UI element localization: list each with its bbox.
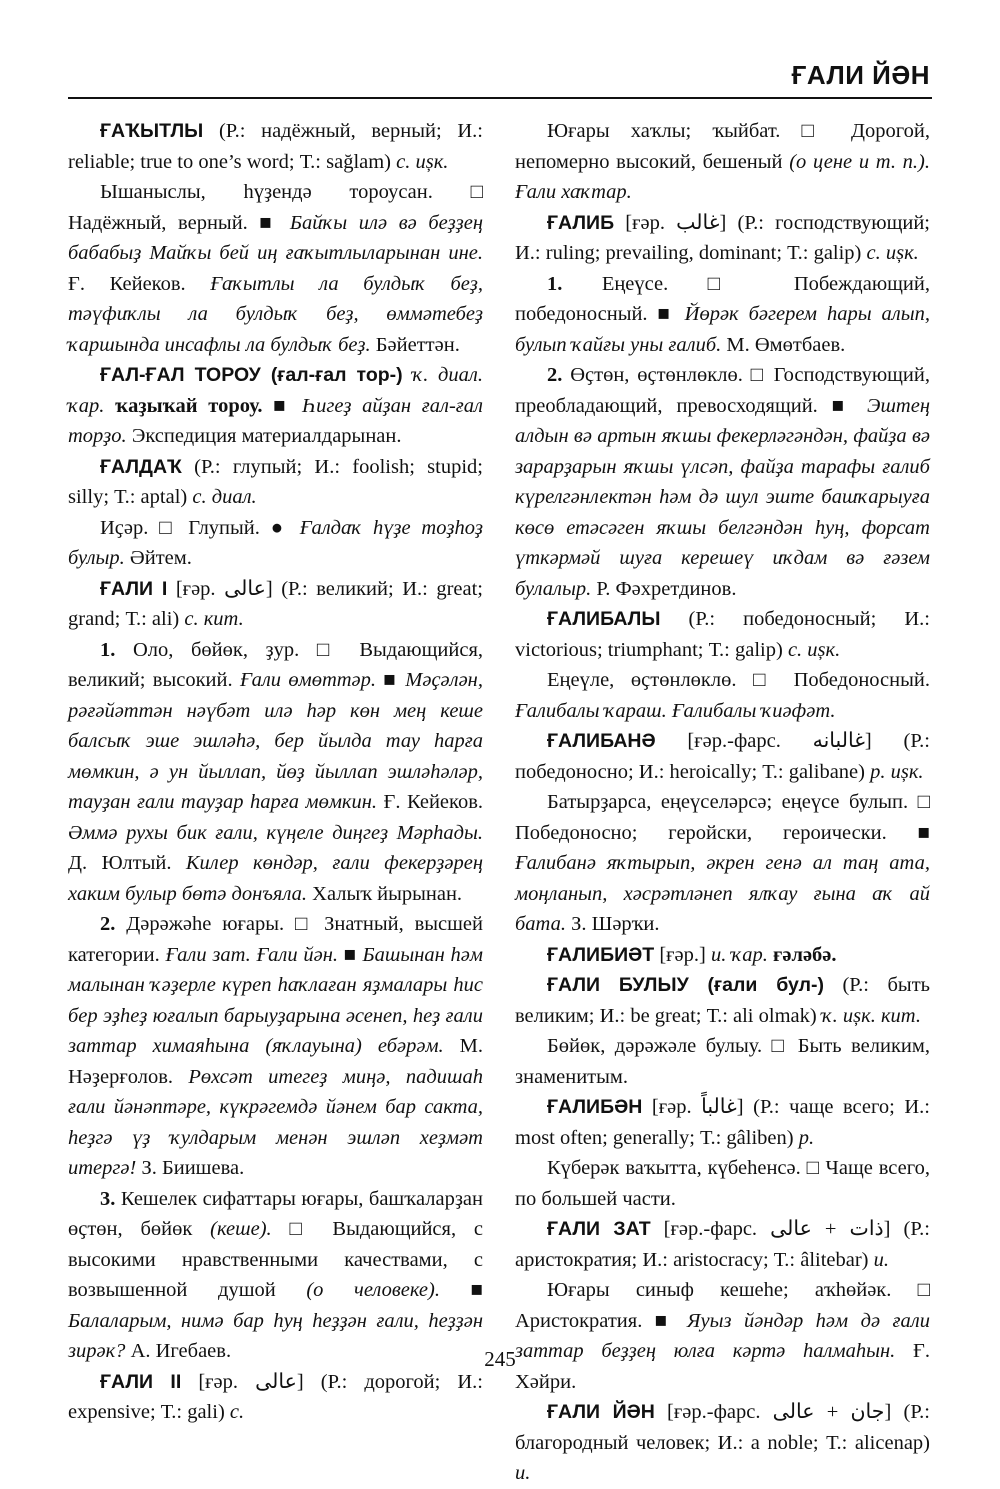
dictionary-paragraph xyxy=(68,116,483,177)
text-run: Кешелек сифаттары юғары, башҡаларҙан өҫтөн, бөйөк xyxy=(68,1187,483,1240)
example-text: (о человеке). xyxy=(306,1279,440,1301)
running-head: ҒАЛИ ЙӘН xyxy=(791,60,930,90)
dictionary-paragraph xyxy=(515,1031,930,1092)
dictionary-paragraph xyxy=(515,1397,930,1489)
grammar-label: с. ușк. xyxy=(787,638,841,661)
dictionary-paragraph xyxy=(68,513,483,574)
text-run: [ғәр.-фарс. ذات + عالی] (Р.: аристократия; И.: aristocracy; Т.: âlitebar) xyxy=(515,1218,930,1271)
dictionary-paragraph xyxy=(68,452,483,513)
example-text: Байҡы илә вә беҙҙең бабабыҙ Майҡы бей иң ғаҡытлыларынан ине. xyxy=(68,211,483,264)
example-text: Һигеҙ айҙан ғал-ғал торҙо. xyxy=(68,394,483,447)
text-run: ■ xyxy=(338,943,363,966)
text-run: М. Нәҙерғолов. xyxy=(68,1035,484,1088)
dictionary-paragraph xyxy=(68,360,483,452)
dictionary-paragraph xyxy=(68,574,483,635)
grammar-label: с. ușк. xyxy=(396,150,449,173)
headword: ҒАЛИБ xyxy=(547,211,615,234)
text-run: Күберәк ваҡытта, күбеһенсә. □ Чаще всего, по большей части. xyxy=(515,1157,930,1210)
headword: ҒАЛИБАЛЫ xyxy=(547,608,661,630)
grammar-label: р. ușк. xyxy=(870,760,924,783)
headword: ҒАЛДАҠ xyxy=(100,455,182,478)
dictionary-paragraph xyxy=(68,635,483,910)
text-run: Юғары синыф кешеһе; аҡһөйәк. □ Аристократия. ■ xyxy=(515,1279,930,1332)
example-text: Ғалдаҡ һүҙе тоҙһоҙ булыр. xyxy=(68,516,483,569)
text-run: Ғ. Кейеков. xyxy=(377,791,483,813)
text-run: [ғәр.-фарс. غالبانه] (Р.: победоносно; И.: heroically; Т.: galibane) xyxy=(515,730,930,783)
text-run: [ғәр. غالباً] (Р.: чаще всего; И.: most often; generally; Т.: gâliben) xyxy=(515,1096,930,1149)
text-run: Әйтем. xyxy=(124,547,192,569)
page-number: 245 xyxy=(484,1347,516,1371)
example-text: Ғали зат. Ғали йән. xyxy=(165,943,339,966)
text-run: Иҫәр. □ Глупый. ● xyxy=(100,516,300,539)
text-run: Дәрәжәһе юғары. □ Знатный, высшей категории. xyxy=(68,913,483,966)
example-text: Мәҫәлән, рәғәйәттән нәүбәт илә һәр көн мең кеше балсыҡ эше эшләһә, бер йылда тау һарға мөмкин, ә ун йыллап, йөҙ йыллап эшләһәләр, тауҙан ғали тауҙар һарға мөмкин. xyxy=(68,669,483,813)
sense-marker: 2. xyxy=(547,364,563,386)
text-run: Ышаныслы, һүҙендә тороусан. □ Надёжный, верный. ■ xyxy=(68,181,483,234)
text-run: [ғәр. غالب] (Р.: господствующий; И.: ruling; prevailing, dominant; Т.: galip) xyxy=(515,211,930,264)
example-text: Башынан һәм малынан ҡәҙерле күреп һаҡлаған яҙмалары һис бер эҙһеҙ юғалып барыуҙарына әсенеп, һеҙ ғали заттар химаяһына (яҡлауына) ебәрәм. xyxy=(68,943,483,1057)
grammar-label: р. xyxy=(798,1126,815,1149)
grammar-label: и. xyxy=(873,1248,890,1271)
example-text: Әммә рухы бик ғали, күңеле диңгеҙ Мәрһады. xyxy=(68,821,483,844)
headword: ҒАЛИ БУЛЫУ (ғали бул-) xyxy=(547,974,824,996)
text-run: ■ xyxy=(376,669,406,691)
sense-marker: 2. xyxy=(100,913,116,935)
text-run: Ғ. Хәйри. xyxy=(515,1340,930,1393)
text-run: [ғәр. عالی] (Р.: великий; И.: great; grand; Т.: ali) xyxy=(68,577,483,630)
dictionary-paragraph xyxy=(68,1367,483,1428)
headword: ҒАЛ-ҒАЛ ТОРОУ (ғал-ғал тор-) xyxy=(100,364,403,386)
dictionary-paragraph xyxy=(68,909,483,1184)
text-run: Ғ. Кейеков. xyxy=(68,272,211,295)
headword: ҒАЛИ II xyxy=(100,1370,182,1393)
example-text: Ғаҡытлы ла булдыҡ беҙ, тәүфиҡлы ла булдыҡ беҙ, өммәтебеҙ ҡаршында инсафлы ла булдыҡ беҙ. xyxy=(68,272,484,356)
text-run: Р. Фәхретдинов. xyxy=(591,577,737,600)
text-run: [ғәр.-фарс. جان + عالی] (Р.: благородный человек; И.: a noble; Т.: alicenap) xyxy=(515,1401,930,1454)
text-run xyxy=(403,364,413,386)
sense-marker: 3. xyxy=(100,1187,116,1210)
grammar-label: с. ușк. xyxy=(866,242,919,264)
text-run: □ Выдающийся, с высокими нравственными качествами, с возвышенной душой xyxy=(68,1218,483,1301)
text-run: Еңеүле, өҫтөнлөклө. □ Победоносный. xyxy=(547,669,930,691)
text-run: Еңеүсе. □ Побеждающий, победоносный. ■ xyxy=(515,272,930,325)
header-rule xyxy=(68,97,932,99)
grammar-label: и. ҡар. xyxy=(710,943,768,966)
grammar-label: и. xyxy=(515,1462,531,1484)
text-run: Өҫтөн, өҫтөнлөклө. □ Господствующий, преобладающий, превосходящий. ■ xyxy=(515,364,930,417)
sense-marker: ҡаҙыҡай тороу. xyxy=(115,394,263,417)
text-run: Экспедиция материалдарынан. xyxy=(126,425,402,447)
text-run: З. Биишева. xyxy=(136,1157,245,1179)
text-run: (Р.: глупый; И.: foolish; stupid; silly; Т.: aptal) xyxy=(68,455,483,508)
dictionary-paragraph xyxy=(515,787,930,940)
sense-marker: ғәләбә. xyxy=(773,943,837,966)
example-text: Рөхсәт итегеҙ миңә, падишаһ ғали йәнәптәре, күкрәгемдә йәнем бар сакта, һеҙгә үҙ ҡулдарым менән эшләп хеҙмәт итергә! xyxy=(68,1065,483,1179)
text-run: Юғары хаҡлы; ҡыйбат. □ Дорогой, непомерно высокий, бешеный xyxy=(515,120,930,173)
example-text: Килер көндәр, ғали фекерҙәрең хаким булыр бөтә донъяла. xyxy=(68,852,483,905)
example-text: (о цене и т. п.). Ғали хаҡтар. xyxy=(515,150,930,203)
dictionary-paragraph xyxy=(515,726,930,787)
dictionary-paragraph xyxy=(515,1092,930,1153)
dictionary-paragraph xyxy=(515,604,930,665)
text-run: ■ xyxy=(262,394,302,417)
headword: ҒАЛИ I xyxy=(100,577,168,600)
text-run: Бөйөк, дәрәжәле булыу. □ Быть великим, знаменитым. xyxy=(515,1035,930,1088)
headword: ҒАЛИ ЗАТ xyxy=(547,1218,651,1240)
right-column xyxy=(515,116,930,1489)
dictionary-paragraph xyxy=(68,1184,483,1367)
text-run: М. Өмөтбаев. xyxy=(721,333,846,356)
text-run: З. Шәрҡи. xyxy=(566,913,660,935)
headword: ҒАЛИБӘН xyxy=(547,1096,643,1118)
text-run: Батырҙарса, еңеүселәрсә; еңеүсе булып. □ Победоносно; геройски, героически. ■ xyxy=(515,791,930,844)
grammar-label: с. xyxy=(229,1401,245,1423)
example-text: Йөрәк бәгерем һары алып, булып ҡайғы уны ғалиб. xyxy=(515,303,930,356)
sense-marker: 1. xyxy=(100,638,116,661)
text-run: (Р.: быть великим; И.: be great; Т.: ali olmak) xyxy=(515,974,931,1027)
text-run: Оло, бөйөк, ҙур. □ Выдающийся, великий; высокий. xyxy=(68,638,483,691)
dictionary-paragraph xyxy=(515,940,930,971)
text-run: Д. Юлтый. xyxy=(68,852,186,874)
grammar-label: с. диал. xyxy=(192,486,257,508)
example-text: Яуыз йәндәр һәм дә ғали заттар беҙҙең юлға кәртә һалмаһын. xyxy=(515,1309,930,1362)
example-text: Ғалибанә яҡтырып, әкрен генә ал таң ата, моңланып, хәсрәтләнеп ялҡау ғына аҡ ай бата. xyxy=(515,852,930,935)
grammar-label: с. кит. xyxy=(184,608,244,630)
grammar-label: ҡ. ușк. кит. xyxy=(821,1004,921,1027)
text-run: [ғәр. عالی] (Р.: дорогой; И.: expensive; Т.: gali) xyxy=(68,1370,484,1423)
dictionary-paragraph xyxy=(68,177,483,360)
dictionary-paragraph xyxy=(515,1153,930,1214)
example-text: Ғали өмөттәр. xyxy=(239,669,377,691)
text-run: (Р.: победоносный; И.: victorious; triumphant; Т.: galip) xyxy=(515,608,930,661)
dictionary-paragraph xyxy=(515,1275,930,1397)
text-run: ■ xyxy=(439,1279,483,1301)
dictionary-paragraph xyxy=(515,208,930,269)
dictionary-paragraph xyxy=(515,116,930,208)
example-text: Балаларым, нимә бар һуң һеҙҙән ғали, һеҙҙән зирәк? xyxy=(68,1309,483,1362)
left-column xyxy=(68,116,483,1428)
text-run: [ғәр.] xyxy=(654,943,711,966)
dictionary-paragraph xyxy=(515,360,930,604)
text-run: Бәйеттән. xyxy=(370,333,460,356)
example-text: Эштең алдын вә артын яҡшы фекерләгәндән, файҙа вә зарарҙарын яҡшы үлсәп, файҙа тарафы ғалиб күрелгәнлектән һәм дә шул эште башҡарыуға көсө етәсәген яҡшы белгәндән һуң, форсат үткәрмәй шуға керешеү иҡдам вә ғәзем булалыр. xyxy=(515,394,930,600)
headword: ҒАЛИБАНӘ xyxy=(547,730,656,752)
dictionary-paragraph xyxy=(515,665,930,726)
dictionary-paragraph xyxy=(515,1214,930,1275)
text-run: А. Игебаев. xyxy=(125,1340,232,1362)
sense-marker: 1. xyxy=(547,272,563,295)
text-run: Халыҡ йырынан. xyxy=(307,882,463,905)
example-text: (кеше). xyxy=(210,1218,272,1240)
text-run: (Р.: надёжный, верный; И.: reliable; true to one’s word; Т.: sağlam) xyxy=(68,120,483,173)
text-run xyxy=(104,395,115,417)
dictionary-paragraph xyxy=(515,269,930,361)
headword: ҒАЛИБИӘТ xyxy=(547,943,655,966)
grammar-label: ҡ. диал. ҡар. xyxy=(68,364,483,417)
example-text: Ғалибалы ҡараш. Ғалибалы ҡиәфәт. xyxy=(515,699,836,722)
headword: ҒАЛИ ЙӘН xyxy=(547,1401,655,1423)
headword: ҒАҠЫТЛЫ xyxy=(100,120,204,142)
dictionary-paragraph xyxy=(515,970,930,1031)
